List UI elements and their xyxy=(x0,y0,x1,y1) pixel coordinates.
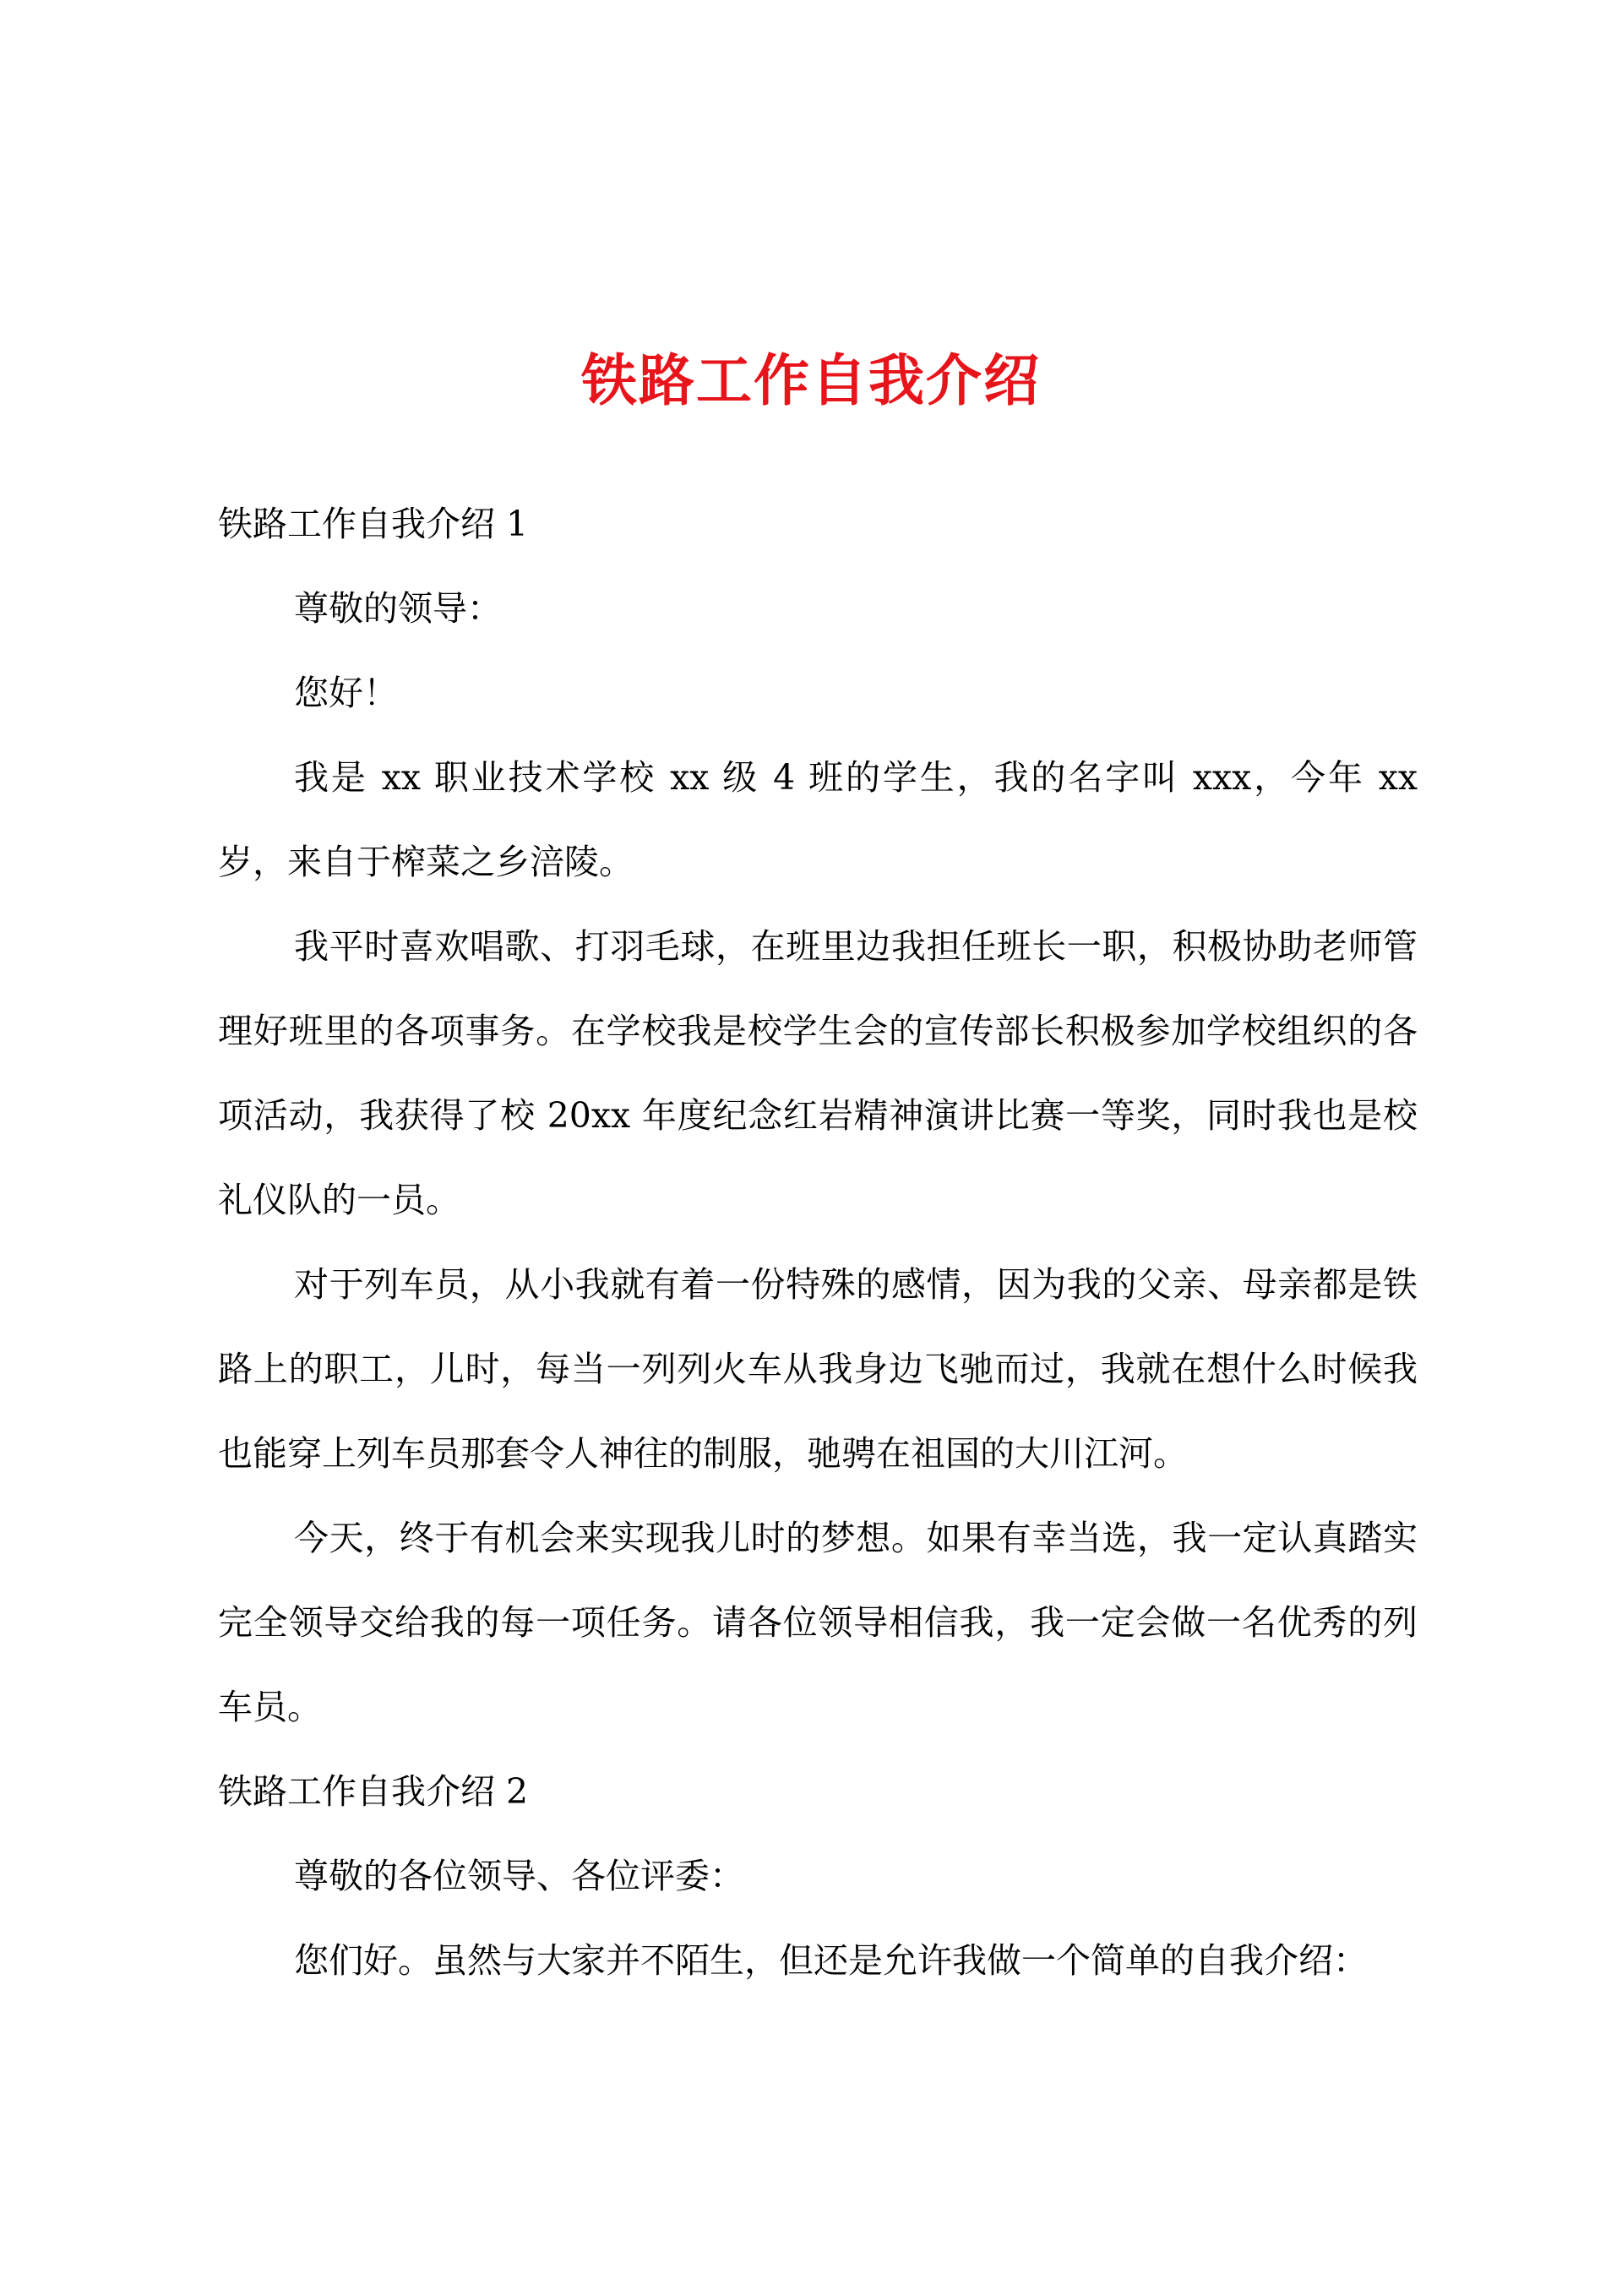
paragraph: 您们好。虽然与大家并不陌生，但还是允许我做一个简单的自我介绍： xyxy=(294,1940,1368,1981)
salutation: 尊敬的各位领导、各位评委： xyxy=(294,1856,744,1896)
section-2 xyxy=(218,1749,1418,2003)
paragraph: 对于列车员，从小我就有着一份特殊的感情，因为我的父亲、母亲都是铁路上的职工，儿时，每当一列列火车从我身边飞驰而过，我就在想什么时候我也能穿上列车员那套令人神往的制服，驰骋在祖国的大川江河。 xyxy=(218,1264,1418,1474)
document-body xyxy=(218,482,1418,2003)
paragraph: 我是 xx 职业技术学校 xx 级 4 班的学生，我的名字叫 xxx，今年 xx 岁，来自于榨菜之乡涪陵。 xyxy=(218,757,1418,882)
section-heading: 铁路工作自我介绍 1 xyxy=(218,504,529,544)
salutation: 尊敬的领导： xyxy=(294,588,502,629)
document-title: 铁路工作自我介绍 xyxy=(581,347,1041,413)
greeting: 您好！ xyxy=(294,673,398,713)
paragraph: 今天，终于有机会来实现我儿时的梦想。如果有幸当选，我一定认真踏实完全领导交给我的每一项任务。请各位领导相信我，我一定会做一名优秀的列车员。 xyxy=(218,1518,1418,1727)
section-heading: 铁路工作自我介绍 2 xyxy=(218,1771,529,1812)
paragraph: 我平时喜欢唱歌、打羽毛球，在班里边我担任班长一职，积极协助老师管理好班里的各项事务。在学校我是校学生会的宣传部长积极参加学校组织的各项活动，我获得了校 20xx 年度纪念红岩精神演讲比赛一等奖，同时我也是校礼仪队的一员。 xyxy=(218,926,1418,1220)
section-1 xyxy=(218,482,1418,1749)
